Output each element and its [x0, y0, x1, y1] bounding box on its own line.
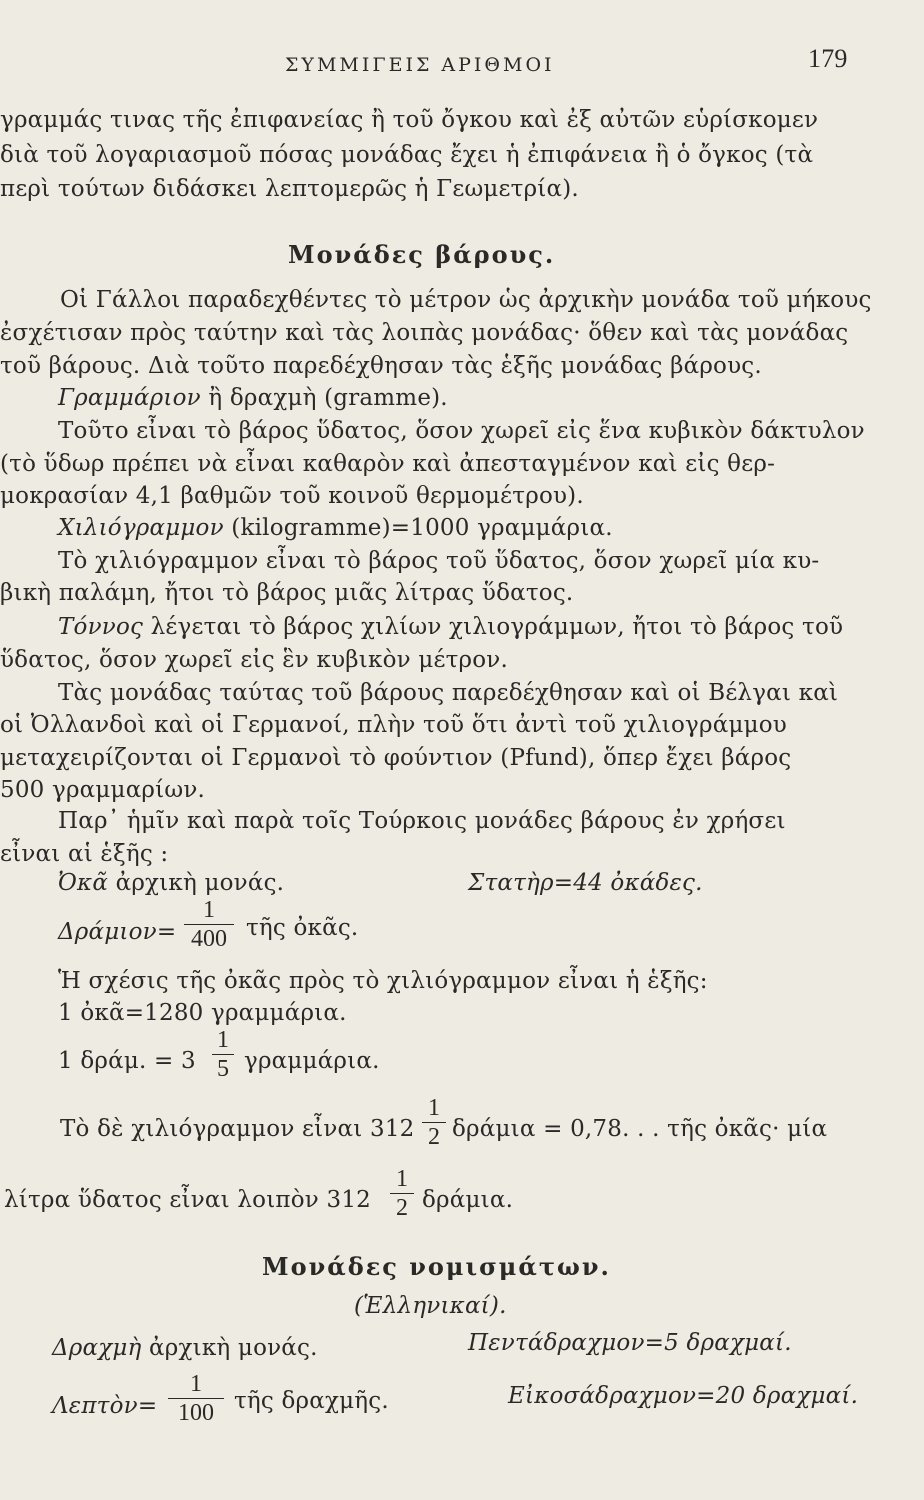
fraction — [422, 1096, 446, 1149]
fraction-numerator: 1 — [428, 1095, 440, 1121]
text-line: μοκρασίαν 4,1 βαθμῶν τοῦ κοινοῦ θερμομέτρου). — [0, 483, 584, 509]
text-line: Τοῦτο εἶναι τὸ βάρος ὕδατος, ὅσον χωρεῖ εἰς ἕνα κυβικὸν δάκτυλον — [58, 418, 865, 444]
term: Ὀκᾶ — [58, 870, 109, 896]
fraction-numerator: 1 — [396, 1166, 408, 1192]
text-line: 1 ὀκᾶ=1280 γραμμάρια. — [58, 1000, 347, 1026]
definition-line — [58, 868, 284, 898]
fraction — [184, 898, 234, 951]
pentadrachmon-definition: Πεντάδραχμον=5 δραχμαί. — [468, 1330, 792, 1356]
definition: (kilogramme)=1000 γραμμάρια. — [231, 515, 613, 541]
text-line: εἶναι αἱ ἑξῆς : — [0, 841, 169, 867]
text-line: βικὴ παλάμη, ἤτοι τὸ βάρος μιᾶς λίτρας ὕδατος. — [0, 580, 574, 606]
fraction-numerator: 1 — [190, 1371, 202, 1397]
text-line: δράμια. — [422, 1187, 514, 1213]
fraction-bar — [390, 1193, 414, 1194]
text-line: Ἡ σχέσις τῆς ὀκᾶς πρὸς τὸ χιλιόγραμμον εἶναι ἡ ἑξῆς: — [58, 968, 708, 994]
running-title: ΣΥΜΜΙΓΕΙΣ ΑΡΙΘΜΟΙ — [285, 54, 555, 76]
lepton-term: Λεπτὸν= — [52, 1393, 158, 1419]
text-line: 500 γραμμαρίων. — [0, 777, 206, 803]
text-line: τῆς ὀκᾶς. — [246, 915, 359, 941]
definition: λέγεται τὸ βάρος χιλίων χιλιογράμμων, ἤτοι τὸ βάρος τοῦ — [150, 614, 844, 640]
text-line: λίτρα ὕδατος εἶναι λοιπὸν 312 — [4, 1187, 371, 1213]
section-subheading: (Ἑλληνικαί). — [354, 1293, 507, 1319]
fraction-bar — [168, 1398, 224, 1399]
fraction-denominator: 5 — [217, 1056, 229, 1082]
definition-line — [58, 383, 448, 413]
definition-line — [58, 513, 613, 543]
dramion-term: Δράμιον= — [58, 919, 177, 945]
eikosadrachmon-definition: Εἰκοσάδραχμον=20 δραχμαί. — [508, 1383, 859, 1409]
fraction-bar — [184, 924, 234, 925]
text-line: οἱ Ὀλλανδοὶ καὶ οἱ Γερμανοί, πλὴν τοῦ ὅτι ἀντὶ τοῦ χιλιογράμμου — [0, 712, 787, 738]
text-line: περὶ τούτων διδάσκει λεπτομερῶς ἡ Γεωμετρία). — [0, 176, 579, 202]
fraction-denominator: 2 — [428, 1124, 440, 1150]
text-line: Τὰς μονάδας ταύτας τοῦ βάρους παρεδέχθησαν καὶ οἱ Βέλγαι καὶ — [58, 680, 839, 706]
section-heading: Μονάδες νομισμάτων. — [262, 1252, 611, 1281]
text-line: ὕδατος, ὅσον χωρεῖ εἰς ἓν κυβικὸν μέτρον. — [0, 647, 508, 673]
text-line: γραμμάς τινας τῆς ἐπιφανείας ἢ τοῦ ὄγκου καὶ ἐξ αὐτῶν εὑρίσκομεν — [0, 107, 819, 133]
term: Χιλιόγραμμον — [58, 515, 224, 541]
term: Γραμμάριον — [58, 385, 201, 411]
fraction-bar — [422, 1122, 446, 1123]
text-line: γραμμάρια. — [244, 1048, 380, 1074]
definition-line — [52, 1333, 318, 1363]
text-line: τοῦ βάρους. Διὰ τοῦτο παρεδέχθησαν τὰς ἑξῆς μονάδας βάρους. — [0, 353, 762, 379]
stater-definition: Στατὴρ=44 ὀκάδες. — [468, 870, 703, 896]
fraction — [390, 1167, 414, 1220]
text-line: ἐσχέτισαν πρὸς ταύτην καὶ τὰς λοιπὰς μονάδας· ὅθεν καὶ τὰς μονάδας — [0, 320, 849, 346]
fraction — [168, 1372, 224, 1425]
definition: ἀρχικὴ μονάς. — [115, 870, 285, 896]
fraction-bar — [212, 1054, 234, 1055]
text-line: μεταχειρίζονται οἱ Γερμανοὶ τὸ φούντιον (Pfund), ὅπερ ἔχει βάρος — [0, 745, 792, 771]
fraction-denominator: 100 — [178, 1400, 214, 1426]
text-line: διὰ τοῦ λογαριασμοῦ πόσας μονάδας ἔχει ἡ ἐπιφάνεια ἢ ὁ ὄγκος (τὰ — [0, 142, 814, 168]
text-line: Τὸ δὲ χιλιόγραμμον εἶναι 312 — [60, 1116, 415, 1142]
text-line: δράμια = 0,78. . . τῆς ὀκᾶς· μία — [452, 1116, 828, 1142]
text-line: (τὸ ὕδωρ πρέπει νὰ εἶναι καθαρὸν καὶ ἀπεσταγμένον καὶ εἰς θερ- — [0, 451, 776, 477]
text-line: Παρ᾿ ἡμῖν καὶ παρὰ τοῖς Τούρκοις μονάδες βάρους ἐν χρήσει — [58, 808, 786, 834]
fraction-numerator: 1 — [217, 1027, 229, 1053]
page-number: 179 — [808, 44, 848, 73]
fraction — [212, 1028, 234, 1081]
text-line: Οἱ Γάλλοι παραδεχθέντες τὸ μέτρον ὡς ἀρχικὴν μονάδα τοῦ μήκους — [60, 287, 872, 313]
definition: ἢ δραχμὴ (gramme). — [208, 385, 448, 411]
text-line: 1 δράμ. = 3 — [58, 1048, 196, 1074]
text-line: Τὸ χιλιόγραμμον εἶναι τὸ βάρος τοῦ ὕδατος, ὅσον χωρεῖ μία κυ- — [58, 548, 820, 574]
term: Δραχμὴ — [52, 1335, 142, 1361]
text-line: τῆς δραχμῆς. — [234, 1388, 389, 1414]
definition-line — [58, 612, 843, 642]
fraction-denominator: 2 — [396, 1195, 408, 1221]
fraction-denominator: 400 — [191, 926, 227, 952]
definition: ἀρχικὴ μονάς. — [149, 1335, 318, 1361]
fraction-numerator: 1 — [203, 897, 215, 923]
term: Τόννος — [58, 614, 144, 640]
section-heading: Μονάδες βάρους. — [288, 240, 556, 269]
